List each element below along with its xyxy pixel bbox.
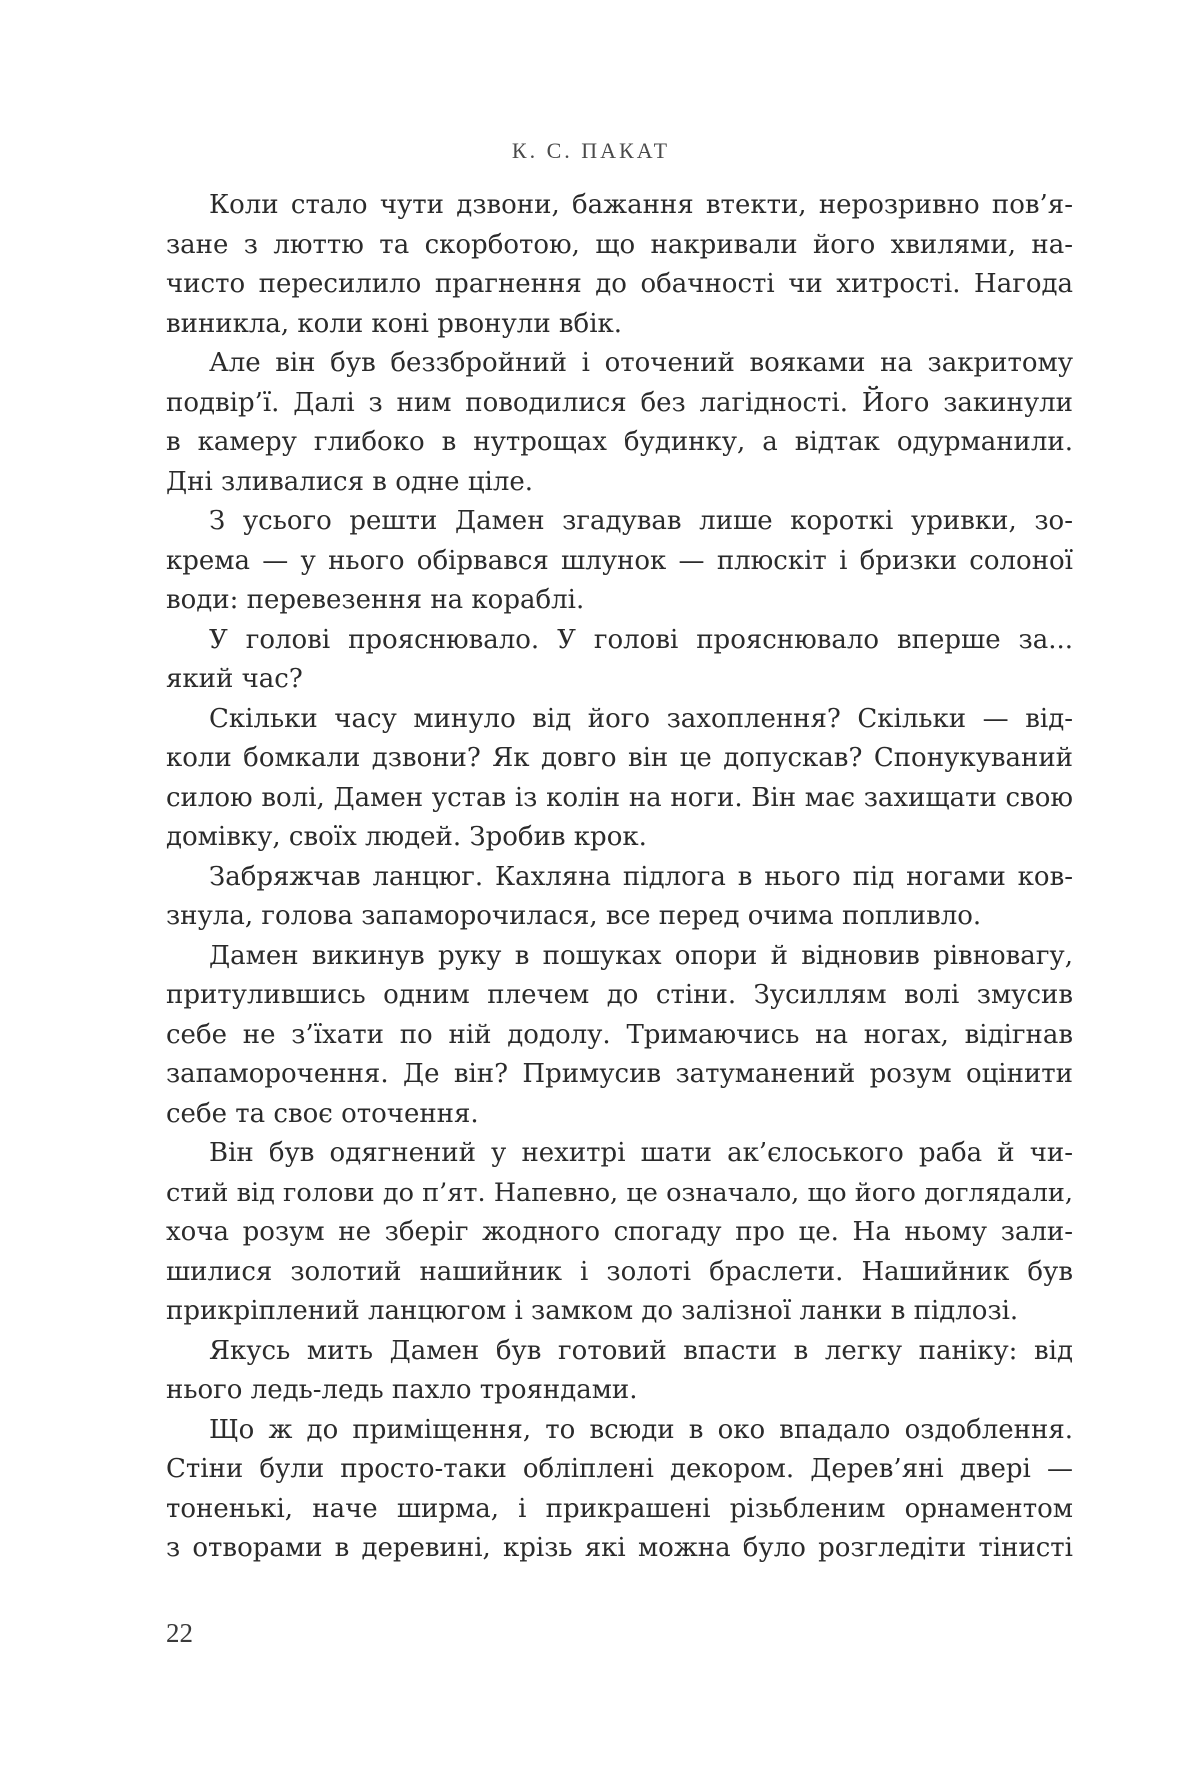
text-line: Але він був беззбройний і оточений вояками на закритому <box>209 348 1073 378</box>
text-line: Забряжчав ланцюг. Кахляна підлога в нього під ногами ков- <box>209 861 1073 892</box>
text-line: силою волі, Дамен устав із колін на ноги. Він має захищати свою <box>166 782 1073 813</box>
text-line: нього ледь-ледь пахло трояндами. <box>166 1375 638 1405</box>
text-line: Що ж до приміщення, то всюди в око впадало оздоблення. <box>209 1414 1073 1445</box>
text-line: тоненькі, наче ширма, і прикрашені різьбленим орнаментом <box>166 1493 1073 1524</box>
text-line: зане з люттю та скорботою, що накривали його хвилями, на- <box>166 229 1073 260</box>
text-line: Скільки часу минуло від його захоплення? Скільки — від- <box>209 703 1073 734</box>
text-line: притулившись одним плечем до стіни. Зусиллям волі змусив <box>166 980 1073 1010</box>
text-line: З усього решти Дамен згадував лише короткі уривки, зо- <box>209 506 1073 536</box>
text-line: коли бомкали дзвони? Як довго він це допускав? Спонукуваний <box>166 743 1073 773</box>
text-line: себе не з’їхати по ній додолу. Тримаючись на ногах, відігнав <box>166 1019 1073 1050</box>
text-line: знула, голова запаморочилася, все перед очима попливло. <box>166 901 982 931</box>
text-line: Дамен викинув руку в пошуках опори й відновив рівновагу, <box>209 940 1073 971</box>
text-line: домівку, своїх людей. Зробив крок. <box>166 822 647 852</box>
text-line: чисто пересилило прагнення до обачності чи хитрості. Нагода <box>166 269 1073 299</box>
running-head: К. С. ПАКАТ <box>511 138 671 163</box>
text-line: У голові прояснювало. У голові прояснювало вперше за... <box>209 624 1073 655</box>
text-line: Якусь мить Дамен був готовий впасти в легку паніку: від <box>209 1335 1073 1366</box>
text-line: подвір’ї. Далі з ним поводилися без лагідності. Його закинули <box>166 387 1073 418</box>
text-line: хоча розум не зберіг жодного спогаду про це. На ньому зали- <box>166 1217 1073 1247</box>
text-line: Дні зливалися в одне ціле. <box>166 466 534 497</box>
text-line: стий від голови до п’ят. Напевно, це означало, що його доглядали, <box>166 1177 1073 1208</box>
text-line: Він був одягнений у нехитрі шати ак’єлоського раба й чи- <box>209 1138 1073 1168</box>
text-line: Стіни були просто-таки обліплені декором. Дерев’яні двері — <box>166 1454 1073 1484</box>
text-line: з отворами в деревині, крізь які можна було розгледіти тінисті <box>166 1533 1073 1563</box>
text-line: шилися золотий нашийник і золоті браслети. Нашийник був <box>166 1256 1073 1287</box>
text-line: який час? <box>166 664 303 694</box>
text-line: води: перевезення на кораблі. <box>166 585 585 615</box>
text-line: крема — у нього обірвався шлунок — плюскіт і бризки солоної <box>166 545 1073 576</box>
text-line: запаморочення. Де він? Примусив затуманений розум оцінити <box>166 1059 1073 1089</box>
page-number: 22 <box>166 1618 193 1648</box>
text-line: в камеру глибоко в нутрощах будинку, а відтак одурманили. <box>166 427 1073 457</box>
body-text <box>166 186 1073 1569</box>
text-line: Коли стало чути дзвони, бажання втекти, нерозривно пов’я- <box>209 190 1073 220</box>
text-line: виникла, коли коні рвонули вбік. <box>166 308 623 339</box>
text-line: прикріплений ланцюгом і замком до залізної ланки в підлозі. <box>166 1296 1019 1326</box>
text-line: себе та своє оточення. <box>166 1098 479 1129</box>
